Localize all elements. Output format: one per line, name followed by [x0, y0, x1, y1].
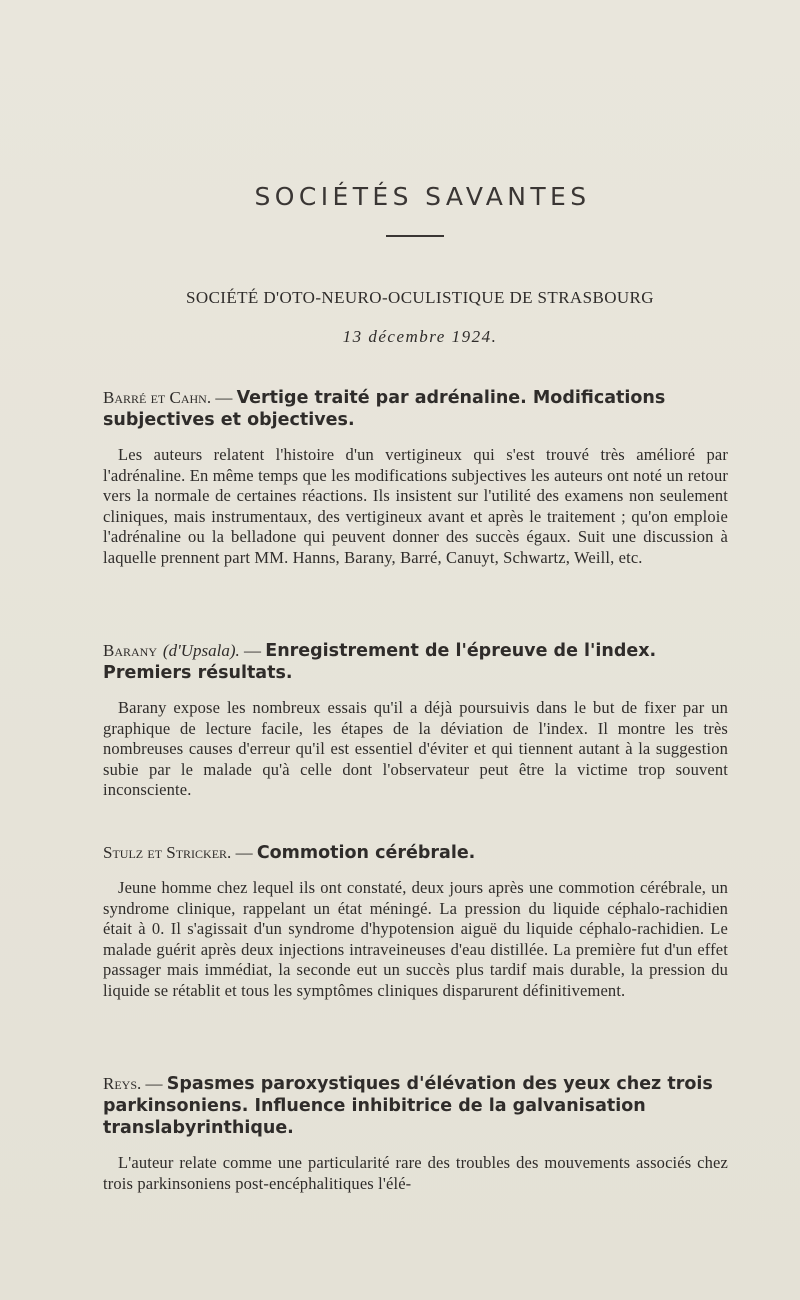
entry-reys: [103, 1073, 728, 1194]
entry-dash: —: [231, 843, 257, 862]
session-date: 13 décembre 1924.: [342, 327, 498, 346]
entry-body: L'auteur relate comme une particularité rare des troubles des mouvements associés chez trois parkinsoniens post-encéphalitiques l'élé-: [103, 1153, 728, 1193]
entry-authors: Barré et Cahn.: [103, 388, 212, 407]
entry-dash: —: [239, 641, 266, 660]
entry-authors: Stulz et Stricker.: [103, 843, 232, 862]
entry-dash: —: [211, 388, 237, 407]
entry-title: Commotion cérébrale.: [256, 843, 476, 863]
entry-heading: [103, 640, 728, 684]
entry-heading: [103, 387, 728, 431]
entry-affiliation: (d'Upsala).: [162, 641, 240, 660]
entry-heading: [103, 1073, 728, 1139]
entry-barre-cahn: [103, 387, 728, 568]
entry-heading: [103, 842, 728, 864]
entry-body: Jeune homme chez lequel ils ont constaté, deux jours après une commotion cérébrale, un syndrome clinique, rappelant un état méningé. La pression du liquide céphalo-rachidien était à 0. Il s'agissait d'un syndrome d'hypotension aiguë du liquide céphalo-rachidien. Le malade guérit après deux injections intraveineuses d'eau distillée. La première fut d'un effet passager mais immédiat, la seconde eut un succès plus tardif mais durable, la pression du liquide se rétablit et tous les symptômes cliniques disparurent définitivement.: [103, 878, 728, 1000]
section-title: SOCIÉTÉS SAVANTES: [254, 182, 591, 211]
entry-body: Barany expose les nombreux essais qu'il a déjà poursuivis dans le but de fixer par un graphique de lecture facile, les étapes de la déviation de l'index. Il montre les très nombreuses causes d'erreur qu'il est essentiel d'éviter et qui tiennent autant à la suggestion subie par le malade qu'à celle dont l'observateur peut être la victime trop souvent inconsciente.: [103, 698, 728, 799]
entry-title: Vertige traité par adrénaline. Modifications subjectives et objectives.: [103, 388, 666, 430]
title-rule: [386, 235, 444, 237]
entry-stulz-stricker: [103, 842, 728, 1001]
entry-title: Enregistrement de l'épreuve de l'index. Premiers résultats.: [103, 641, 657, 683]
entry-dash: —: [141, 1074, 167, 1093]
entry-title: Spasmes paroxystiques d'élévation des yeux chez trois parkinsoniens. Influence inhibitrice de la galvanisation translabyrinthique.: [103, 1074, 713, 1138]
entry-body: Les auteurs relatent l'histoire d'un vertigineux qui s'est trouvé très amélioré par l'adrénaline. En même temps que les modifications subjectives les auteurs ont noté un retour vers la normale de certaines réactions. Ils insistent sur l'utilité des examens non seulement cliniques, mais instrumentaux, des vertigineux avant et après le traitement ; qu'on emploie l'adrénaline ou la belladone qui peuvent donner des succès égaux. Suit une discussion à laquelle prennent part MM. Hanns, Barany, Barré, Canuyt, Schwartz, Weill, etc.: [103, 445, 728, 567]
entry-authors: Barany: [103, 641, 158, 660]
entry-barany: [103, 640, 728, 801]
society-name: SOCIÉTÉ D'OTO-NEURO-OCULISTIQUE DE STRASBOURG: [186, 288, 654, 307]
entry-authors: Reys.: [103, 1074, 142, 1093]
